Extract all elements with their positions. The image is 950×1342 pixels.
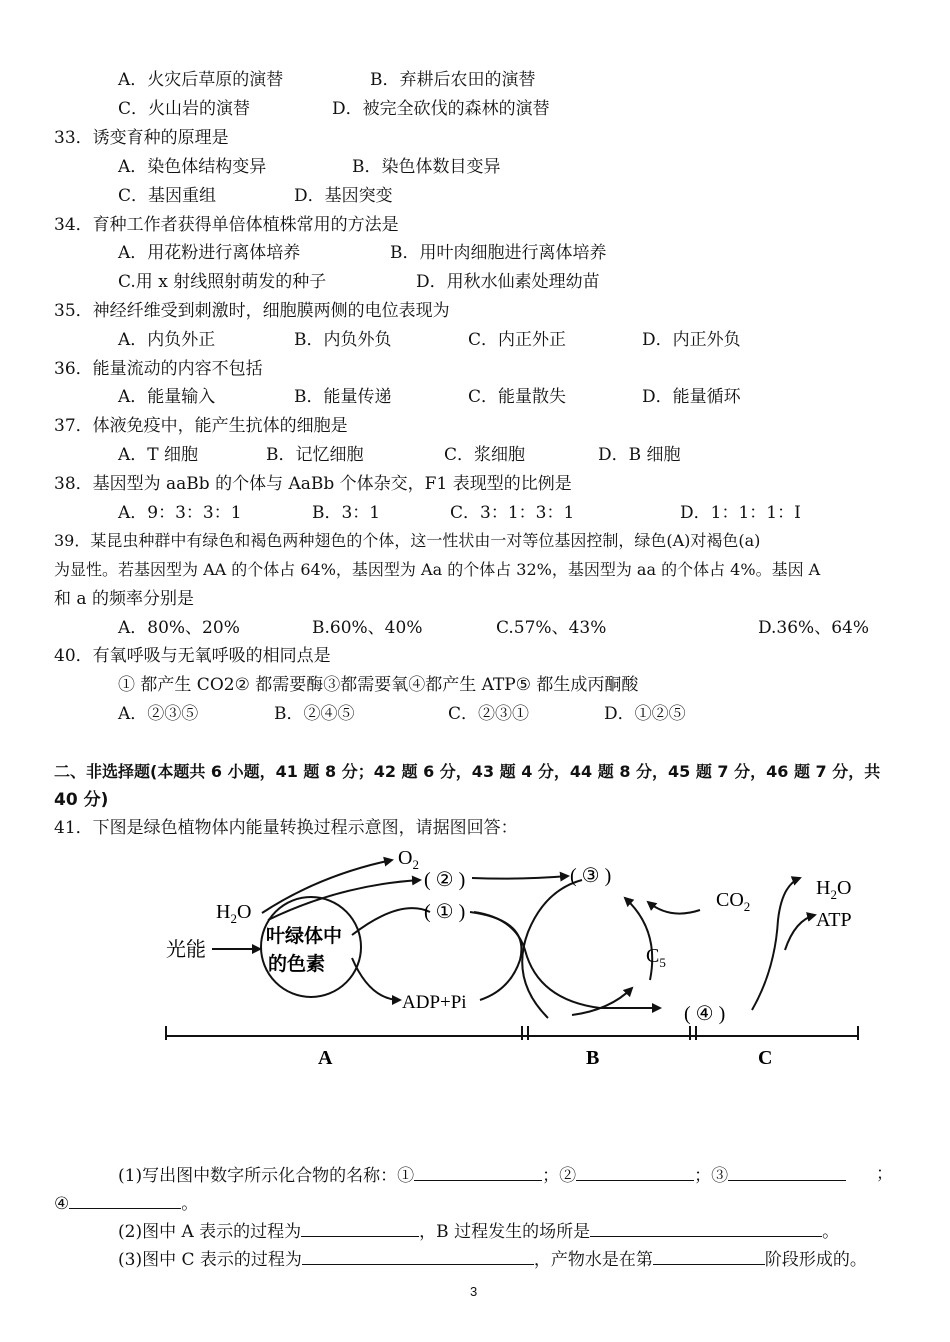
adp-to-n1-curve	[470, 912, 521, 1000]
q35-stem: 35．神经纤维受到刺激时，细胞膜两侧的电位表现为	[54, 301, 450, 321]
answer-blank-1[interactable]	[414, 1162, 542, 1181]
q40-option-c: C．②③①	[448, 704, 530, 724]
q32-option-d: D．被完全砍伐的森林的演替	[332, 99, 550, 119]
section-c-label: C	[758, 1047, 773, 1069]
co2-arrow	[648, 902, 700, 914]
h2o-to-n2-arrow	[268, 880, 420, 920]
q37-option-b: B．记忆细胞	[266, 445, 364, 465]
q39-line2: 为显性。若基因型为 AA 的个体占 64%，基因型为 Aa 的个体占 32%，基因型为 aa 的个体占 4%。基因 A	[54, 560, 821, 579]
q40-option-b: B．②④⑤	[274, 704, 355, 724]
q33-option-c: C．基因重组	[118, 186, 217, 206]
pigment-to-adp-arrow	[352, 958, 400, 1000]
q32-option-a: A．火灾后草原的演替	[118, 70, 284, 90]
pigment-label-line1: 叶绿体中	[266, 926, 343, 947]
answer-blank-2[interactable]	[576, 1162, 694, 1181]
h2o-right-label: $H_2O$	[816, 877, 852, 902]
q37-option-c: C．浆细胞	[444, 445, 526, 465]
q38-stem: 38．基因型为 aaBb 的个体与 AaBb 个体杂交，F1 表现型的比例是	[54, 474, 572, 494]
section-a-label: A	[318, 1047, 333, 1069]
n4-to-c-curve	[752, 878, 800, 1010]
adp-label: ADP+Pi	[402, 992, 467, 1013]
q33-option-b: B．染色体数目变异	[352, 157, 501, 177]
q34-option-a: A．用花粉进行离体培养	[118, 243, 301, 263]
q41-sub2-end: 。	[822, 1222, 840, 1242]
co2-label: $CO_2$	[716, 889, 751, 914]
q33-option-a: A．染色体结构变异	[118, 157, 267, 177]
q34-option-c: C.用 x 射线照射萌发的种子	[118, 272, 327, 292]
q41-sub3-a: (3)图中 C 表示的过程为	[118, 1250, 302, 1270]
q41-sub2-line	[118, 1218, 839, 1244]
q39-option-c: C.57%、43%	[496, 618, 607, 638]
answer-blank-4[interactable]	[69, 1190, 181, 1209]
section2-heading-line2: 40 分)	[54, 790, 109, 810]
n1-to-cycle-arrow	[352, 908, 430, 935]
q39-option-b: B.60%、40%	[312, 618, 423, 638]
q38-option-a: A．9：3：3：1	[118, 503, 242, 523]
q33-stem: 33．诱变育种的原理是	[54, 128, 229, 148]
q41-sub1-end: ；	[876, 1164, 893, 1184]
q32-option-b: B．弃耕后农田的演替	[370, 70, 536, 90]
answer-blank-8[interactable]	[653, 1246, 765, 1265]
calvin-left-arc	[522, 880, 582, 1018]
q38-option-d: D．1：1：1：I	[680, 503, 801, 523]
q34-option-b: B．用叶肉细胞进行离体培养	[390, 243, 607, 263]
energy-conversion-diagram	[0, 840, 950, 1080]
q39-line1: 39．某昆虫种群中有绿色和褐色两种翅色的个体，这一性状由一对等位基因控制，绿色(A)对褐色(a)	[54, 531, 761, 550]
atp-label: ATP	[816, 909, 852, 931]
pigment-circle	[261, 897, 361, 997]
q41-sub2-b: ，B 过程发生的场所是	[419, 1222, 591, 1242]
q35-option-d: D．内正外负	[642, 330, 741, 350]
q41-sub1-line	[118, 1162, 846, 1188]
q37-option-d: D．B 细胞	[598, 445, 681, 465]
light-label: 光能	[166, 939, 206, 961]
q40-option-a: A．②③⑤	[118, 704, 199, 724]
q38-option-b: B．3：1	[312, 503, 381, 523]
o2-label: $O_2$	[398, 847, 419, 872]
c-to-atp-arrow	[785, 915, 815, 950]
q41-sub3-c: 阶段形成的。	[764, 1250, 867, 1270]
q41-sub3-line	[118, 1246, 867, 1272]
q41-sub1-line2	[54, 1190, 198, 1216]
answer-blank-7[interactable]	[302, 1246, 534, 1265]
answer-blank-5[interactable]	[301, 1218, 419, 1237]
n4-label: ( ④ )	[684, 1003, 726, 1025]
q41-sub3-b: ，产物水是在第	[533, 1250, 653, 1270]
pigment-label-line2: 的色素	[268, 954, 326, 975]
c5-arrow	[572, 988, 632, 1015]
q33-option-d: D．基因突变	[294, 186, 393, 206]
q37-option-a: A．T 细胞	[118, 445, 199, 465]
section-b-label: B	[586, 1047, 600, 1069]
q36-stem: 36．能量流动的内容不包括	[54, 359, 263, 379]
q32-option-c: C．火山岩的演替	[118, 99, 251, 119]
q41-sub1-period: 。	[181, 1194, 199, 1214]
q40-option-d: D．①②⑤	[604, 704, 686, 724]
n2-to-n3-arrow	[472, 876, 568, 879]
q37-stem: 37．体液免疫中，能产生抗体的细胞是	[54, 416, 348, 436]
q34-option-d: D．用秋水仙素处理幼苗	[416, 272, 600, 292]
n1-label: ( ① )	[424, 901, 466, 923]
q41-sub1-n2: ；②	[542, 1166, 577, 1186]
q39-option-d: D.36%、64%	[758, 618, 869, 638]
q36-option-b: B．能量传递	[294, 387, 392, 407]
c5-label: $C_5$	[646, 945, 666, 970]
answer-blank-6[interactable]	[590, 1218, 822, 1237]
q36-option-c: C．能量散失	[468, 387, 567, 407]
q40-items: ① 都产生 CO2② 都需要酶③都需要氧④都产生 ATP⑤ 都生成丙酮酸	[118, 675, 639, 695]
q41-sub1-n4: ④	[54, 1194, 70, 1214]
n2-label: ( ② )	[424, 869, 466, 891]
q36-option-d: D．能量循环	[642, 387, 741, 407]
q34-stem: 34．育种工作者获得单倍体植株常用的方法是	[54, 215, 399, 235]
q41-sub1-n3: ；③	[694, 1166, 729, 1186]
q41-sub2-a: (2)图中 A 表示的过程为	[118, 1222, 302, 1242]
section2-heading-line1: 二、非选择题(本题共 6 小题，41 题 8 分；42 题 6 分，43 题 4 分，44 题 8 分，45 题 7 分，46 题 7 分，共	[54, 762, 881, 781]
q35-option-b: B．内负外负	[294, 330, 392, 350]
page-number: 3	[470, 1284, 478, 1299]
q39-line3: 和 a 的频率分别是	[54, 589, 194, 609]
q40-stem: 40．有氧呼吸与无氧呼吸的相同点是	[54, 646, 331, 666]
answer-blank-3[interactable]	[728, 1162, 846, 1181]
q36-option-a: A．能量输入	[118, 387, 216, 407]
n1-to-n4-curve	[474, 912, 660, 1008]
q38-option-c: C．3：1：3：1	[450, 503, 575, 523]
n3-label: ( ③ )	[570, 865, 612, 887]
q41-sub1-prefix: (1)写出图中数字所示化合物的名称：①	[118, 1166, 415, 1186]
q35-option-c: C．内正外正	[468, 330, 567, 350]
q35-option-a: A．内负外正	[118, 330, 216, 350]
h2o-left-label: $H_2O$	[216, 901, 252, 926]
q41-stem: 41．下图是绿色植物体内能量转换过程示意图，请据图回答：	[54, 818, 518, 838]
q39-option-a: A．80%、20%	[118, 618, 240, 638]
calvin-right-arc	[625, 898, 652, 980]
